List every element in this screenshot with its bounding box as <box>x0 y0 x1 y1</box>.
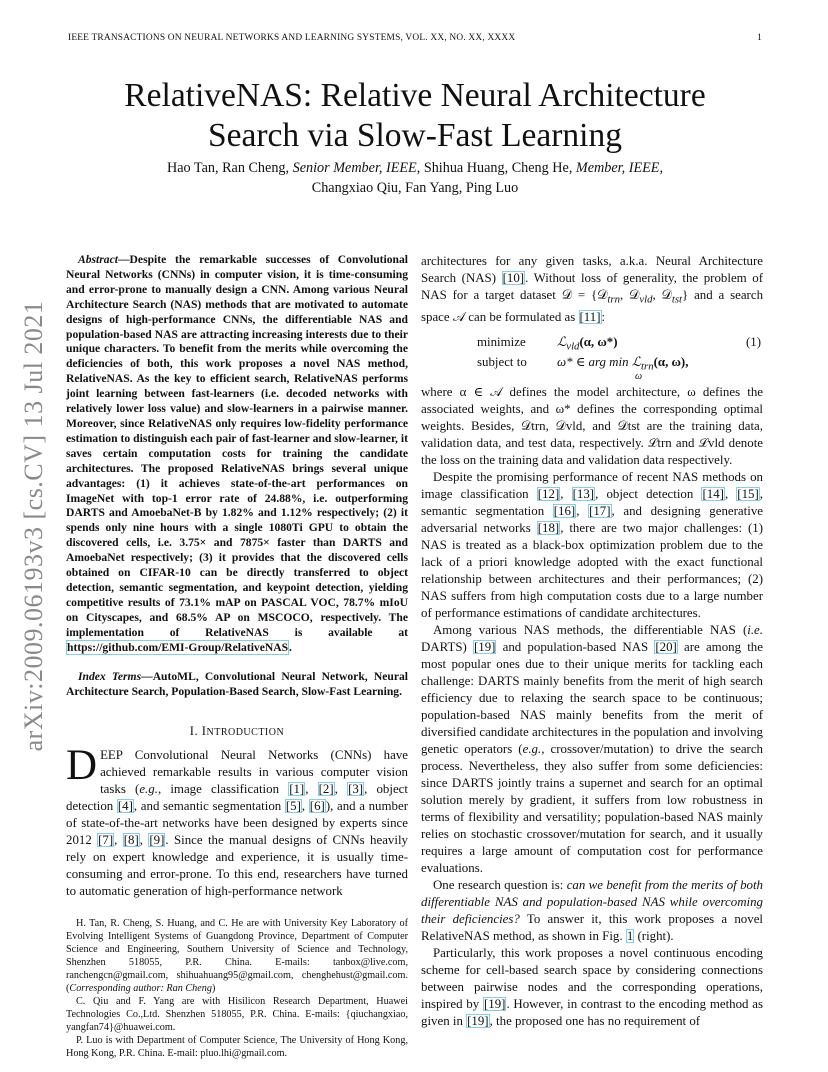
citation-link[interactable]: [3] <box>348 782 364 797</box>
equation-expression: ω* ∈ arg min ℒ <box>557 354 642 369</box>
authors-text: , Shihua Huang, Cheng He, <box>416 160 576 176</box>
abstract-end: . <box>289 640 292 654</box>
arxiv-stamp <box>20 296 48 756</box>
footnote-2: C. Qiu and F. Yang are with Hisilicon Research Department, Huawei Technologies Co.,Ltd. Shenzhen 518055, P.R. China. E-mails: {qiuchangxiao, yangfan74}@huawei.com. <box>66 996 408 1034</box>
citation-link[interactable]: [12] <box>537 486 560 501</box>
citation-link[interactable]: [2] <box>318 782 334 797</box>
footnote-text: ) <box>211 983 216 995</box>
page-number: 1 <box>757 33 762 43</box>
running-head <box>68 33 762 43</box>
subscript: trn <box>607 293 620 306</box>
body-text: . However, in contrast to the encoding method as given in <box>421 996 763 1028</box>
arxiv-identifier: arXiv:2009.06193v3 [cs.CV] 13 Jul 2021 <box>19 300 48 752</box>
equation-keyword: subject to <box>477 354 527 369</box>
author-list <box>68 158 762 198</box>
body-text: e.g. <box>522 741 542 756</box>
intro-text: , image classification <box>157 782 289 797</box>
author-title: Senior Member, IEEE <box>292 160 417 176</box>
subscript: vld <box>639 293 653 306</box>
body-text: , the proposed one has no requirement of <box>489 1013 701 1028</box>
journal-name: IEEE TRANSACTIONS ON NEURAL NETWORKS AND LEARNING SYSTEMS, VOL. XX, NO. XX, XXXX <box>68 33 516 43</box>
citation-link[interactable]: [14] <box>702 486 724 501</box>
intro-text: e.g. <box>139 782 158 797</box>
equation-expression: (α, ω), <box>653 354 689 369</box>
equation-expression: (α, ω*) <box>579 334 618 349</box>
citation-link[interactable]: [5] <box>285 799 301 814</box>
index-terms <box>66 670 408 700</box>
equation-subscript: trn <box>641 360 654 373</box>
citation-link[interactable]: [10] <box>502 271 525 285</box>
body-text: Among various NAS methods, the differentiable NAS ( <box>433 622 748 637</box>
body-text: , semantic segmentation <box>421 486 764 518</box>
citation-link[interactable]: [4] <box>117 799 133 814</box>
citation-link[interactable]: [13] <box>572 486 595 501</box>
body-text: , 𝒟 <box>619 288 640 302</box>
body-text: To answer it, this work proposes a novel RelativeNAS method, as shown in Fig. <box>421 911 763 943</box>
citation-link[interactable]: [8] <box>123 833 139 848</box>
index-terms-label: Index Terms <box>78 670 142 684</box>
authors-text: Hao Tan, Ran Cheng, <box>166 160 293 176</box>
citation-link[interactable]: [19] <box>483 996 506 1011</box>
drop-cap: D <box>66 742 98 790</box>
citation-link[interactable]: [6] <box>309 799 325 814</box>
equation-argmin-variable: ω <box>635 370 643 382</box>
abstract <box>66 253 408 655</box>
paper-title <box>68 76 762 156</box>
intro-text: EEP Convolutional Neural Networks (CNNs) have achieved remarkable results in various computer vision tasks ( <box>100 748 408 797</box>
footnote-1 <box>66 917 408 995</box>
author-line-2: Changxiao Qiu, Fan Yang, Ping Luo <box>311 180 519 196</box>
affiliation-footnotes <box>66 917 408 1060</box>
equation-expression: ℒ <box>557 334 567 349</box>
abstract-text: —Despite the remarkable successes of Convolutional Neural Networks (CNNs) in computer vision, it is time-consuming and error-prone to manually design a CNN. Among various Neural Architecture Search (NAS) methods that are motivated to automate designs of high-performance CNNs, the differentiable NAS and population-based NAS are attracting increasing interests due to their unique characters. To benefit from the merits while overcoming the deficiencies of both, this work proposes a novel NAS method, RelativeNAS. As the key to efficient search, RelativeNAS performs joint learning between fast-learners (i.e. decoded networks with relatively lower loss value) and slow-learners in a pairwise manner. Moreover, since RelativeNAS only requires low-fidelity performance estimation to distinguish each pair of fast-learner and slow-learner, it saves certain computation costs for training the candidate architectures. The proposed RelativeNAS brings several unique advantages: (1) it achieves state-of-the-art performances on ImageNet with top-1 error rate of 24.88%, i.e. outperforming DARTS and AmoebaNet-B by 1.82% and 1.12% respectively; (2) it spends only nine hours with a single 1080Ti GPU to obtain the discovered cells, i.e. 3.75× and 7875× faster than DARTS and AmoebaNet respectively; (3) it provides that the discovered cells obtained on CIFAR-10 can be directly transferred to object detection, semantic segmentation, and keypoint detection, yielding competitive results of 73.1% mAP on PASCAL VOC, 78.7% mIoU on Cityscapes, and 68.5% AP on MSCOCO, respectively. The implementation of RelativeNAS is available at <box>66 253 408 639</box>
nas-definition-paragraph <box>421 253 763 326</box>
title-line-1: RelativeNAS: Relative Neural Architecture <box>124 77 706 114</box>
body-text: and population-based NAS <box>496 639 655 654</box>
equation-subscript: vld <box>566 340 580 353</box>
encoding-paragraph <box>421 945 763 1030</box>
figure-link[interactable]: 1 <box>626 928 634 943</box>
body-text: i.e. <box>747 622 763 637</box>
author-title: Member, IEEE <box>575 160 660 176</box>
challenges-paragraph: Despite the promising performance of recent NAS methods on image classification [12], [13], object detection [14], [15], semantic segmentation [16], [17], and designing generative adversarial networks [18], there are two major challenges: (1) NAS is treated as a black-box optimization problem due to the lack of a priori knowledge adopted with the exact functional relationship between architectures and their performances; (2) NAS suffers from high computation costs due to a large number of performance estimations of candidate architectures. <box>421 469 764 620</box>
authors-text: , <box>659 160 663 176</box>
section-heading-introduction <box>66 723 408 741</box>
section-title-rest: NTRODUCTION <box>206 727 285 739</box>
citation-link[interactable]: [11] <box>579 309 601 324</box>
footnote-text: Corresponding author: Ran Cheng <box>69 983 212 995</box>
citation-link[interactable]: [9] <box>149 833 165 848</box>
body-text: architectures for any given tasks, a.k.a. Neural Architecture Search (NAS) <box>421 254 763 285</box>
body-text: (right). <box>634 928 674 943</box>
github-link[interactable]: https://github.com/EMI-Group/RelativeNAS <box>67 640 289 654</box>
equation-keyword: minimize <box>477 334 526 349</box>
equation-number: (1) <box>745 334 761 349</box>
equation-1 <box>421 332 763 382</box>
index-terms-text: —AutoML, Convolutional Neural Network, Neural Architecture Search, Population-Based Search, Slow-Fast Learning. <box>66 670 408 699</box>
body-text: . Without loss of generality, the problem of NAS for a target dataset 𝒟 = {𝒟 <box>421 271 764 302</box>
abstract-label: Abstract <box>78 253 118 266</box>
citation-link[interactable]: [17] <box>589 503 611 518</box>
citation-link[interactable]: [15] <box>737 486 759 501</box>
citation-link[interactable]: [18] <box>537 520 560 535</box>
body-text: Despite the promising performance of recent NAS methods on image classification <box>421 469 763 501</box>
citation-link[interactable]: [20] <box>655 639 677 654</box>
body-text: , there are two major challenges: (1) NAS is treated as a black-box optimization problem due to the lack of a priori knowledge adopted with the exact functional relationship between architectures and their performances; (2) NAS suffers from high computation costs due to a large number of performance estimations of candidate architectures. <box>421 520 763 620</box>
footnote-3: P. Luo is with Department of Computer Science, The University of Hong Kong, Hong Kong, P.R. China. E-mail: pluo.lhi@gmail.com. <box>66 1035 408 1060</box>
intro-text: . Since the manual designs of CNNs heavily rely on expert knowledge and experience, it is usually time-consuming and error-prone. To this end, researchers have turned to automatic generation of high-performance network <box>66 833 408 899</box>
right-column <box>421 253 763 1030</box>
intro-text: ), and a number of state-of-the-art networks have been designed by experts since 2012 <box>66 799 408 848</box>
section-initial: I <box>201 724 207 739</box>
body-text: DARTS) <box>421 639 473 654</box>
citation-link[interactable]: [16] <box>553 503 576 518</box>
citation-link[interactable]: [1] <box>289 782 305 797</box>
subscript: tst <box>671 293 683 306</box>
methods-paragraph <box>421 622 763 877</box>
citation-link[interactable]: [7] <box>98 833 114 848</box>
body-text: , crossover/mutation) to drive the search process. Nevertheless, they also suffer from some deficiencies: since DARTS jointly trains a supernet and search for an optimal solution merely by gradient, it suffers from low robustness in terms of flexibility and versatility; population-based NAS mainly relies on stochastic crossover/mutation for search, and it usually requires a large amount of computation cost for performance evaluations. <box>421 741 763 875</box>
body-text: , 𝒟 <box>652 288 672 302</box>
body-text: , object detection <box>595 486 702 501</box>
body-text: : <box>601 309 606 324</box>
research-question: can we benefit from the merits of both differentiable NAS and population-based NAS while overcoming their deficiencies? <box>421 877 763 926</box>
intro-text: , object detection <box>66 782 408 814</box>
intro-text: , and semantic segmentation <box>133 799 285 814</box>
intro-paragraph: DEEP Convolutional Neural Networks (CNNs) have achieved remarkable results in various computer vision tasks (e.g., image classification [1], [2], [3], object detection [4], and semantic segmentation [5], [6]), and a number of state-of-the-art networks have been designed by experts since 2012 [7], [8], [9]. Since the manual designs of CNNs heavily rely on expert knowledge and experience, it is usually time-consuming and error-prone. To this end, researchers have turned to automatic generation of high-performance network <box>66 742 408 899</box>
variables-paragraph: where α ∈ 𝒜 defines the model architecture, ω defines the associated weights, and ω* defines the corresponding optimal weights. Besides, 𝒟trn, 𝒟vld, and 𝒟tst are the training data, validation data, and test data, respectively. ℒtrn and ℒvld denote the loss on the training data and validation data respectively. <box>421 384 763 467</box>
research-question-paragraph <box>421 877 763 945</box>
citation-link[interactable]: [19] <box>473 639 496 654</box>
body-text: One research question is: <box>433 877 567 892</box>
body-text: Particularly, this work proposes a novel continuous encoding scheme for cell-based search space by considering connections between pairwise nodes and the corresponding operations, inspired by <box>421 945 763 1011</box>
section-numeral: I. <box>189 724 202 739</box>
body-text: , and designing generative adversarial networks <box>421 503 763 535</box>
title-line-2: Search via Slow-Fast Learning <box>208 117 622 154</box>
left-column <box>66 253 408 1060</box>
equation-row-constraint <box>477 354 688 376</box>
equation-row-objective <box>477 334 618 356</box>
author-line-1 <box>68 158 762 178</box>
body-text: are among the most popular ones due to their unique merits for tackling each challenge: DARTS mainly benefits from the merit of high search efficiency due to relaxing the search space to be continuous; population-based NAS mainly benefits from the merit of diversified candidate architectures in the population and involving genetic operators ( <box>421 639 763 756</box>
body-text: } and a search space 𝒜 can be formulated as <box>421 288 764 324</box>
citation-link[interactable]: [19] <box>467 1013 489 1028</box>
footnote-text: H. Tan, R. Cheng, S. Huang, and C. He are with University Key Laboratory of Evolving Intelligent Systems of Guangdong Province, Department of Computer Science and Engineering, Southern University of Science and Technology, Shenzhen 518055, P.R. China. E-mails: tanbox@live.com, ranchengcn@gmail.com, shihuahuang95@gmail.com, chenghehust@gmail.com. ( <box>66 918 408 995</box>
